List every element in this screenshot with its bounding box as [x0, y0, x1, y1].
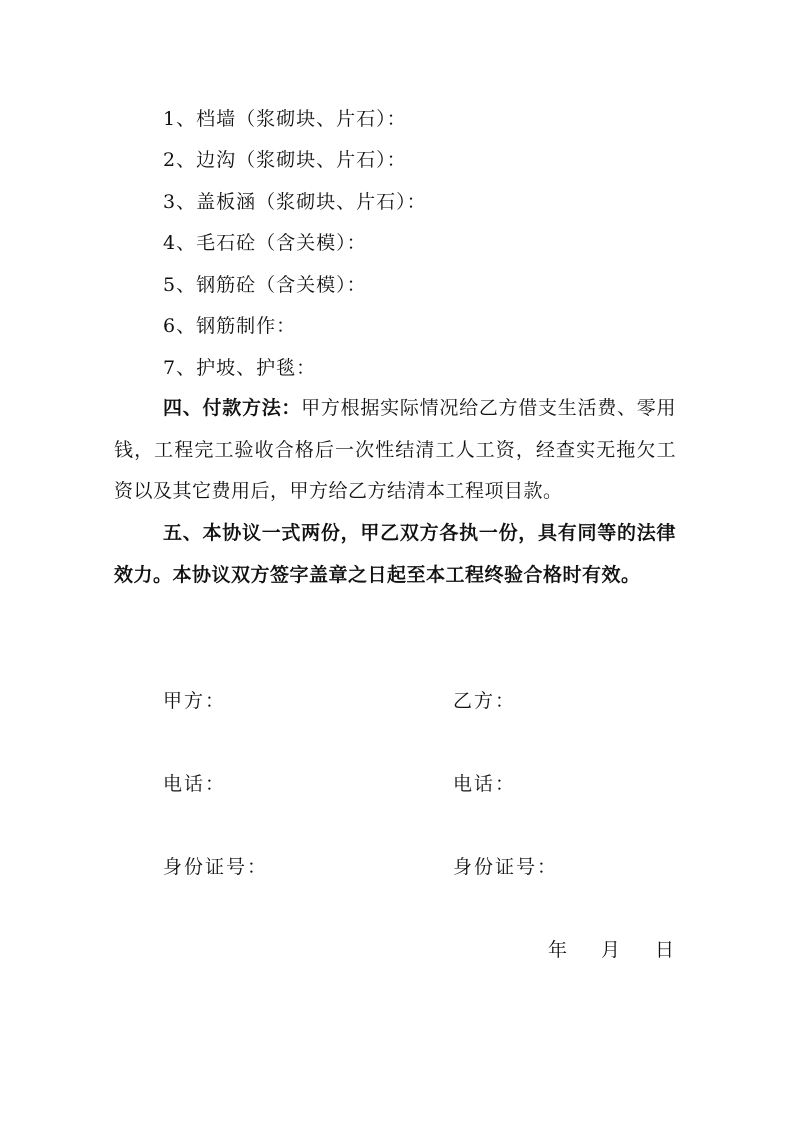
payment-method-body: 甲方根据实际情况给乙方借支生活费、零用钱，工程完工验收合格后一次性结清工人工资，经查实无拖欠工资以及其它费用后，甲方给乙方结清本工程项目款。: [114, 397, 676, 502]
agreement-validity-paragraph: 五、本协议一式两份，甲乙双方各执一份，具有同等的法律效力。本协议双方签字盖章之日起至本工程终验合格时有效。: [114, 522, 676, 586]
payment-method-paragraph: [114, 388, 676, 513]
phone-b-label: 电话：: [453, 773, 517, 795]
list-item-slab-culvert: 3、盖板涵（浆砌块、片石）：: [163, 191, 427, 213]
party-a-label: 甲方：: [163, 690, 227, 712]
party-b-label: 乙方：: [453, 690, 517, 712]
id-number-b-label: 身份证号：: [453, 856, 559, 878]
list-item-side-ditch: 2、边沟（浆砌块、片石）：: [163, 149, 407, 171]
list-item-slope-protection: 7、护坡、护毯：: [163, 357, 317, 379]
date-month-label: 月: [601, 939, 621, 961]
list-item-reinforced-concrete: 5、钢筋砼（含关模）：: [163, 274, 367, 296]
phone-a-label: 电话：: [163, 773, 227, 795]
list-item-rebar-fabrication: 6、钢筋制作：: [163, 315, 297, 337]
list-item-retaining-wall: 1、档墙（浆砌块、片石）：: [163, 108, 407, 130]
list-item-rubble-concrete: 4、毛石砼（含关模）：: [163, 232, 367, 254]
date-year-label: 年: [548, 939, 568, 961]
id-number-a-label: 身份证号：: [163, 856, 269, 878]
date-day-label: 日: [655, 939, 675, 961]
payment-method-heading: 四、付款方法：: [163, 397, 302, 419]
